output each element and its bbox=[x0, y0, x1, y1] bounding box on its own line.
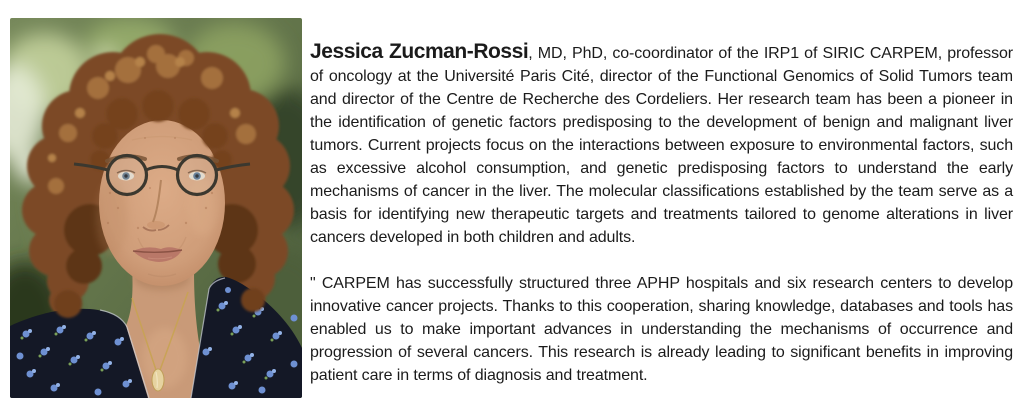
portrait-illustration bbox=[10, 18, 302, 398]
bio-paragraph bbox=[310, 40, 1013, 249]
profile-photo bbox=[10, 18, 302, 398]
bio-text bbox=[310, 40, 1013, 387]
quote-paragraph: " CARPEM has successfully structured three APHP hospitals and six research centers to develop innovative cancer projects. Thanks to this cooperation, sharing knowledge, databases and tools has enabled us to make important advances in understanding the mechanisms of occurrence and progression of several cancers. This research is already leading to significant benefits in improving patient care in terms of diagnosis and treatment. bbox=[310, 275, 1013, 384]
person-bio: , MD, PhD, co-coordinator of the IRP1 of SIRIC CARPEM, professor of oncology at the Université Paris Cité, director of the Functional Genomics of Solid Tumors team and director of the Centre de Recherche des Cordeliers. Her research team has been a pioneer in the identification of genetic factors predisposing to the development of benign and malignant liver tumors. Current projects focus on the interactions between exposure to environmental factors, such as excessive alcohol consumption, and genetic predisposing factors to understand the early mechanisms of cancer in the liver. The molecular classifications established by the team serve as a basis for identifying new therapeutic targets and treatments tailored to genome alterations in liver cancers developed in both children and adults. bbox=[310, 45, 1014, 246]
person-name: Jessica Zucman-Rossi bbox=[310, 40, 529, 63]
